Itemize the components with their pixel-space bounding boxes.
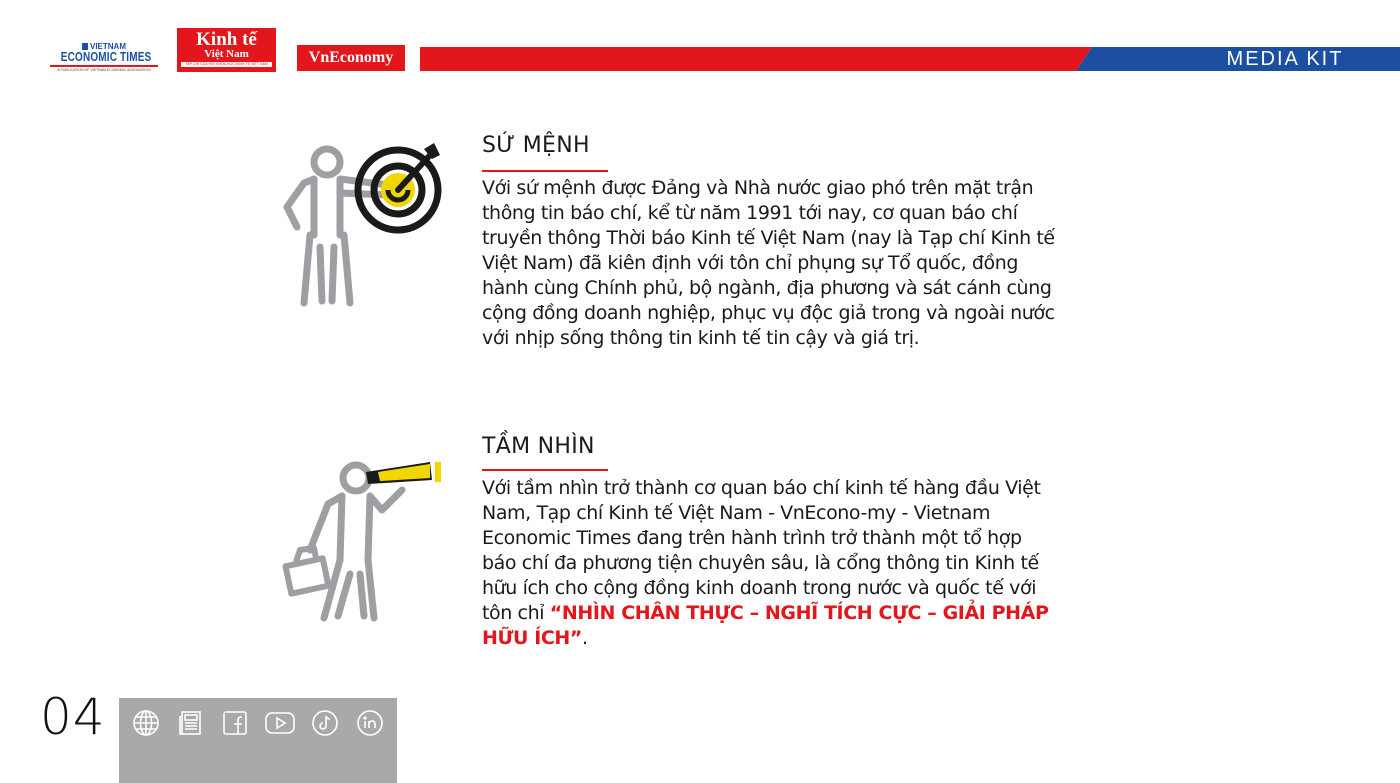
logo-vet-top: VIETNAM: [90, 42, 126, 51]
logo-ktvn-sub: Việt Nam: [204, 48, 249, 60]
facebook-icon[interactable]: [220, 708, 250, 738]
mission-body: Với sứ mệnh được Đảng và Nhà nước giao phó trên mặt trận thông tin báo chí, kể từ năm 1991 tới nay, cơ quan báo chí truyền thông Thời báo Kinh tế Việt Nam (nay là Tạp chí Kinh tế Việt Nam) đã kiên định với tôn chỉ phụng sự Tổ quốc, đồng hành cùng Chính phủ, bộ ngành, địa phương và sát cánh cùng cộng đồng doanh nghiệp, phục vụ độc giả trong và ngoài nước với nhịp sống thông tin kinh tế tin cậy và giá trị.: [482, 177, 1055, 349]
vision-body: [482, 476, 1057, 651]
tiktok-icon[interactable]: [310, 708, 340, 738]
youtube-icon[interactable]: [265, 708, 295, 738]
logo-kinh-te-viet-nam[interactable]: [177, 28, 276, 72]
mission-title-underline: [482, 170, 608, 172]
media-kit-label: MEDIA KIT: [1226, 48, 1344, 70]
newspaper-icon[interactable]: [176, 708, 206, 738]
logo-vet-sub: A PUBLICATION OF VIETNAM ECONOMIC ASSOCIATION: [57, 68, 151, 72]
logo-ktvn-main: Kinh tế: [196, 29, 257, 50]
mission-title: SỨ MỆNH: [482, 133, 590, 158]
page-number: 04: [40, 688, 106, 746]
globe-icon[interactable]: [131, 708, 161, 738]
target-arrow-person-icon: [270, 135, 450, 315]
vision-title-underline: [482, 469, 608, 471]
telescope-person-icon: [270, 450, 450, 630]
vision-body-end: .: [582, 627, 588, 649]
logo-ktvn-tag: TẠP CHÍ CỦA HỘI KHOA HỌC KINH TẾ VIỆT NAM: [181, 62, 272, 67]
logo-vneconomy[interactable]: VnEconomy: [297, 45, 405, 71]
vision-body-text: Với tầm nhìn trở thành cơ quan báo chí kinh tế hàng đầu Việt Nam, Tạp chí Kinh tế Việt Nam - VnEcono-my - Vietnam Economic Times đang trên hành trình trở thành một tổ hợp báo chí đa phương tiện chuyên sâu, là cổng thông tin Kinh tế hữu ích cho cộng đồng kinh doanh trong nước và quốc tế với tôn chỉ: [482, 477, 1041, 624]
vision-title: TẦM NHÌN: [482, 434, 595, 459]
linkedin-icon[interactable]: [355, 708, 385, 738]
logo-vietnam-economic-times[interactable]: [50, 42, 158, 72]
logo-vet-main: ECONOMIC TIMES: [60, 50, 152, 64]
vision-motto: “NHÌN CHÂN THỰC – NGHĨ TÍCH CỰC – GIẢI PHÁP HỮU ÍCH”: [482, 602, 1049, 649]
